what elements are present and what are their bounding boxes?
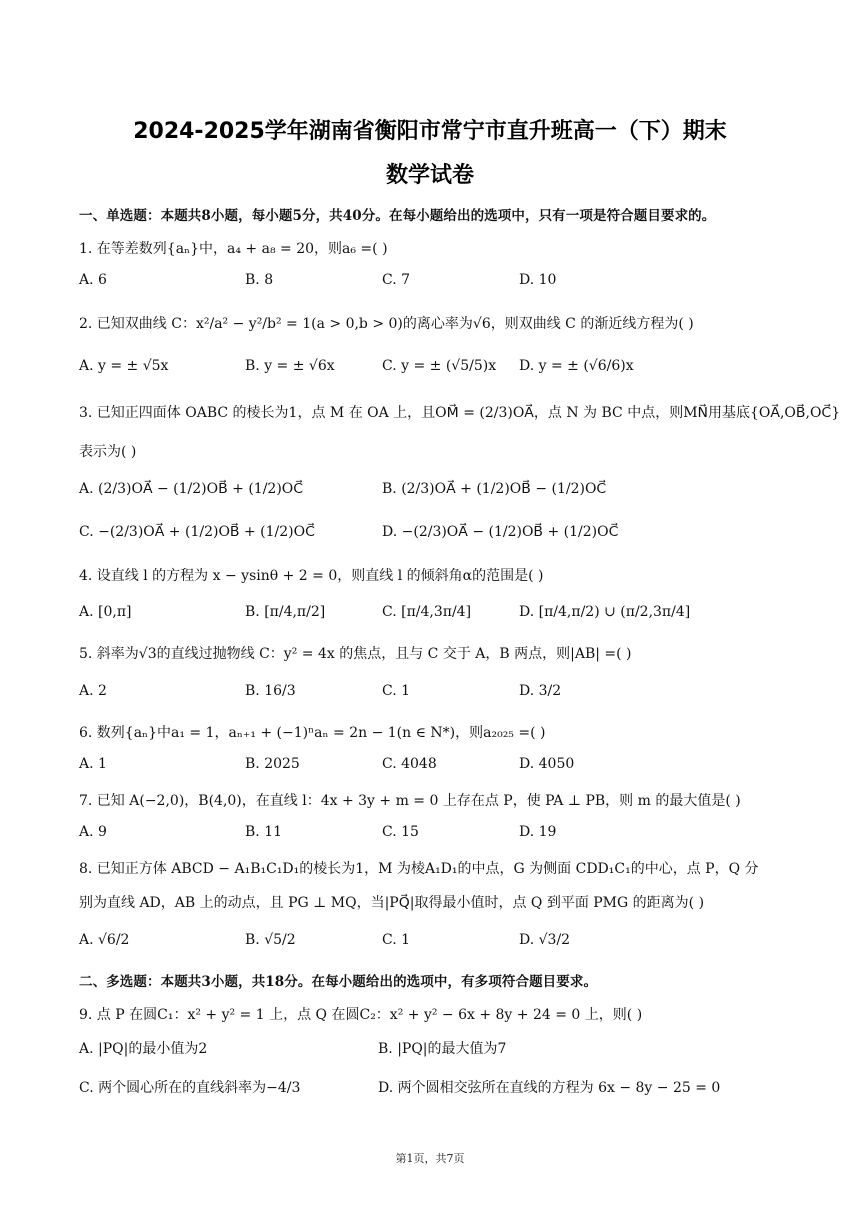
question-1-option-c: C. 7 [382,272,411,288]
question-5-stem: 5. 斜率为√3的直线过抛物线 C：y² = 4x 的焦点，且与 C 交于 A，B 两点，则|AB| =( ) [79,646,632,662]
page-number: 第1页，共7页 [395,1152,465,1165]
question-1-option-b: B. 8 [245,272,274,288]
section-heading-single-choice: 一、单选题：本题共8小题，每小题5分，共40分。在每小题给出的选项中，只有一项是符合题目要求的。 [79,208,716,224]
question-1-stem: 1. 在等差数列{aₙ}中，a₄ + a₈ = 20，则a₆ =( ) [79,241,388,257]
question-6-option-d: D. 4050 [519,756,575,772]
question-2-option-d: D. y = ± (√6/6)x [519,358,634,374]
question-3-stem: 3. 已知正四面体 OABC 的棱长为1，点 M 在 OA 上，且OM⃗ = (2/3)OA⃗，点 N 为 BC 中点，则MN⃗用基底{OA⃗,OB⃗,OC⃗} [79,405,841,421]
question-5-option-a: A. 2 [79,683,107,699]
question-5-option-d: D. 3/2 [519,683,562,699]
question-3-option-c: C. −(2/3)OA⃗ + (1/2)OB⃗ + (1/2)OC⃗ [79,524,315,540]
question-5-option-c: C. 1 [382,683,411,699]
question-6-option-b: B. 2025 [245,756,300,772]
question-7-option-d: D. 19 [519,824,557,840]
question-6-stem: 6. 数列{aₙ}中a₁ = 1，aₙ₊₁ + (−1)ⁿaₙ = 2n − 1(n ∈ N*)，则a₂₀₂₅ =( ) [79,725,546,741]
question-4-option-b: B. [π/4,π/2] [245,604,326,620]
question-6-option-c: C. 4048 [382,756,437,772]
question-2-option-b: B. y = ± √6x [245,358,335,374]
question-8-stem-cont: 别为直线 AD，AB 上的动点，且 PG ⊥ MQ，当|PQ⃗|取得最小值时，点 Q 到平面 PMG 的距离为( ) [79,895,705,911]
question-2-option-c: C. y = ± (√5/5)x [382,358,497,374]
question-1-option-d: D. 10 [519,272,557,288]
question-7-option-c: C. 15 [382,824,419,840]
page-subtitle: 数学试卷 [385,163,474,188]
question-3-stem-cont: 表示为( ) [79,444,137,460]
question-7-option-a: A. 9 [79,824,107,840]
question-3-option-b: B. (2/3)OA⃗ + (1/2)OB⃗ − (1/2)OC⃗ [382,481,607,497]
question-8-option-c: C. 1 [382,932,411,948]
question-2-stem: 2. 已知双曲线 C：x²/a² − y²/b² = 1(a > 0,b > 0)的离心率为√6，则双曲线 C 的渐近线方程为( ) [79,316,694,332]
question-7-option-b: B. 11 [245,824,283,840]
question-8-option-a: A. √6/2 [79,932,130,948]
question-4-option-c: C. [π/4,3π/4] [382,604,472,620]
question-8-option-b: B. √5/2 [245,932,296,948]
question-1-option-a: A. 6 [79,272,107,288]
section-heading-multi-choice: 二、多选题：本题共3小题，共18分。在每小题给出的选项中，有多项符合题目要求。 [79,974,598,990]
question-4-stem: 4. 设直线 l 的方程为 x − ysinθ + 2 = 0，则直线 l 的倾斜角α的范围是( ) [79,568,544,584]
question-9-option-b: B. |PQ|的最大值为7 [378,1041,507,1057]
question-8-stem: 8. 已知正方体 ABCD − A₁B₁C₁D₁的棱长为1，M 为棱A₁D₁的中点，G 为侧面 CDD₁C₁的中心，点 P，Q 分 [79,861,759,877]
question-3-option-a: A. (2/3)OA⃗ − (1/2)OB⃗ + (1/2)OC⃗ [79,481,304,497]
question-8-option-d: D. √3/2 [519,932,571,948]
question-9-option-c: C. 两个圆心所在的直线斜率为−4/3 [79,1080,301,1096]
question-3-option-d: D. −(2/3)OA⃗ − (1/2)OB⃗ + (1/2)OC⃗ [382,524,619,540]
question-7-stem: 7. 已知 A(−2,0)，B(4,0)，在直线 l：4x + 3y + m = 0 上存在点 P，使 PA ⊥ PB，则 m 的最大值是( ) [79,793,741,809]
question-5-option-b: B. 16/3 [245,683,296,699]
question-4-option-d: D. [π/4,π/2) ∪ (π/2,3π/4] [519,604,691,620]
question-9-stem: 9. 点 P 在圆C₁：x² + y² = 1 上，点 Q 在圆C₂：x² + y² − 6x + 8y + 24 = 0 上，则( ) [79,1007,643,1023]
question-2-option-a: A. y = ± √5x [79,358,169,374]
question-6-option-a: A. 1 [79,756,107,772]
question-9-option-a: A. |PQ|的最小值为2 [79,1041,208,1057]
question-4-option-a: A. [0,π] [79,604,132,620]
question-9-option-d: D. 两个圆相交弦所在直线的方程为 6x − 8y − 25 = 0 [378,1080,721,1096]
page-title: 2024-2025学年湖南省衡阳市常宁市直升班高一（下）期末 [133,119,727,144]
